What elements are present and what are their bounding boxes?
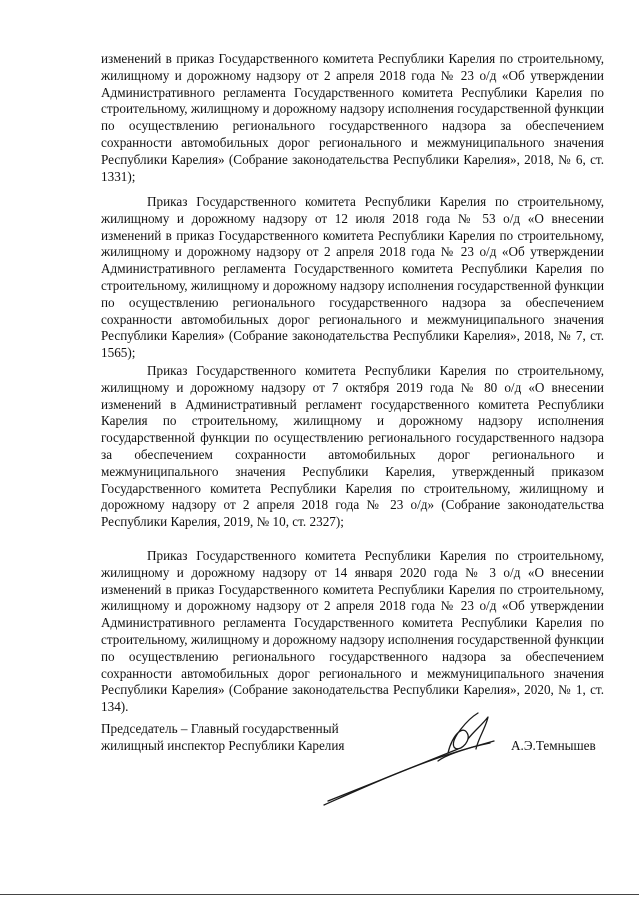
signatory-title-line-1: Председатель – Главный государственный: [101, 721, 339, 736]
signatory-title: [101, 720, 345, 754]
signatory-title-line-2: жилищный инспектор Республики Карелия: [101, 738, 345, 753]
paragraph-4: Приказ Государственного комитета Республики Карелия по строительному, жилищному и дорожному надзору от 14 января 2020 года № 3 о/д «О внесении изменений в приказ Государственного комитета Республики Карелия по строительному, жилищному и дорожному надзору от 2 апреля 2018 года № 23 о/д «Об утверждении Административного регламента Государственного комитета Республики Карелия по строительному, жилищному и дорожному надзору исполнения государственной функции по осуществлению регионального государственного надзора за обеспечением сохранности автомобильных дорог регионального и межмуниципального значения Республики Карелия» (Собрание законодательства Республики Карелия», 2020, № 1, ст. 134).: [101, 548, 604, 715]
paragraph-3: Приказ Государственного комитета Республики Карелия по строительному, жилищному и дорожному надзору от 7 октября 2019 года № 80 о/д «О внесении изменений в Административный регламент государственного комитета Республики Карелия по строительному, жилищному и дорожному надзору исполнения государственной функции по осуществлению регионального государственного надзора за обеспечением сохранности автомобильных дорог регионального и межмуниципального значения Республики Карелия, утвержденный приказом Государственного комитета Республики Карелия по строительному, жилищному и дорожному надзору от 2 апреля 2018 года № 23 о/д» (Собрание законодательства Республики Карелия, 2019, № 10, ст. 2327);: [101, 363, 604, 530]
page-bottom-rule: [0, 894, 639, 895]
signatory-name: А.Э.Темнышев: [511, 738, 596, 753]
paragraph-2: Приказ Государственного комитета Республики Карелия по строительному, жилищному и дорожному надзору от 12 июля 2018 года № 53 о/д «О внесении изменений в приказ Государственного комитета Республики Карелия по строительному, жилищному и дорожному надзору от 2 апреля 2018 года № 23 о/д «Об утверждении Административного регламента Государственного комитета Республики Карелия по строительному, жилищному и дорожному надзору исполнения государственной функции по осуществлению регионального государственного надзора за обеспечением сохранности автомобильных дорог регионального и межмуниципального значения Республики Карелия» (Собрание законодательства Республики Карелия», 2018, № 7, ст. 1565);: [101, 194, 604, 361]
handwritten-signature: [318, 705, 498, 810]
paragraph-1: изменений в приказ Государственного комитета Республики Карелия по строительному, жилищному и дорожному надзору от 2 апреля 2018 года № 23 о/д «Об утверждении Административного регламента Государственного комитета Республики Карелия по строительному, жилищному и дорожному надзору исполнения государственной функции по осуществлению регионального государственного надзора за обеспечением сохранности автомобильных дорог регионального и межмуниципального значения Республики Карелия» (Собрание законодательства Республики Карелия», 2018, № 6, ст. 1331);: [101, 51, 604, 184]
